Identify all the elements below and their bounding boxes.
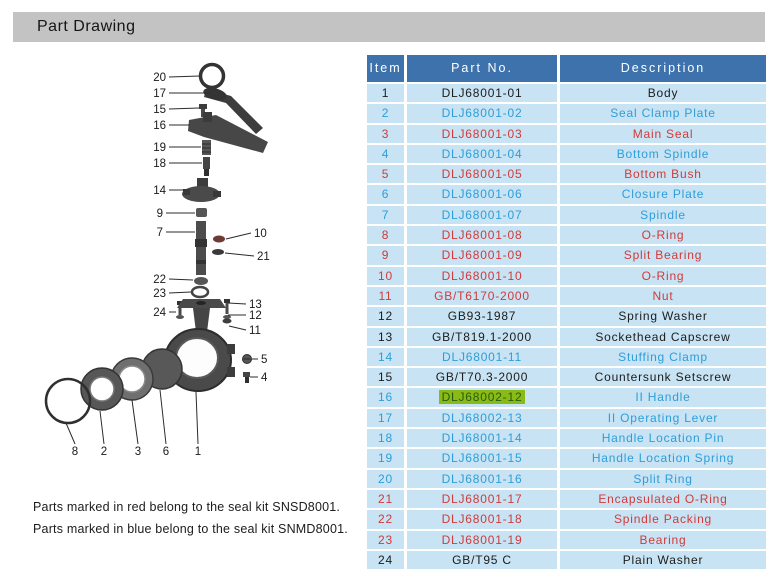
- table-cell-description: Bottom Bush: [560, 165, 766, 183]
- table-cell-part-no: GB/T819.1-2000: [407, 328, 557, 346]
- table-cell-part-no: DLJ68001-01: [407, 84, 557, 102]
- callout-number: 24: [153, 307, 166, 319]
- callout-number: 17: [153, 88, 166, 100]
- note-blue-parts: Parts marked in blue belong to the seal kit SNMD8001.: [33, 522, 348, 536]
- parts-table: [367, 55, 766, 569]
- table-cell-item: 3: [367, 125, 404, 143]
- table-cell-item: 7: [367, 206, 404, 224]
- callout-number: 2: [100, 446, 108, 458]
- callout-number: 22: [153, 274, 166, 286]
- callout-leader-line: [169, 279, 193, 280]
- table-cell-item: 23: [367, 531, 404, 549]
- callout-number: 21: [257, 251, 270, 263]
- table-cell-part-no: DLJ68001-04: [407, 145, 557, 163]
- table-cell-description: Closure Plate: [560, 185, 766, 203]
- table-cell-part-no: GB/T70.3-2000: [407, 368, 557, 386]
- callout-leader-line: [160, 390, 166, 444]
- table-cell-description: Main Seal: [560, 125, 766, 143]
- table-cell-description: Stuffing Clamp: [560, 348, 766, 366]
- table-cell-item: 15: [367, 368, 404, 386]
- callout-number: 15: [153, 104, 166, 116]
- callout-number: 14: [153, 185, 166, 197]
- table-cell-item: 22: [367, 510, 404, 528]
- table-cell-item: 19: [367, 449, 404, 467]
- column-header-item: Item: [367, 55, 404, 82]
- table-cell-description: Seal Clamp Plate: [560, 104, 766, 122]
- table-cell-item: 5: [367, 165, 404, 183]
- callout-leader-line: [226, 233, 251, 239]
- table-cell-description: O-Ring: [560, 267, 766, 285]
- table-cell-part-no: DLJ68001-05: [407, 165, 557, 183]
- callout-number: 6: [162, 446, 170, 458]
- callout-leader-line: [229, 326, 246, 330]
- table-cell-part-no: GB/T95 C: [407, 551, 557, 569]
- callout-leader-line: [132, 400, 138, 444]
- table-cell-part-no: DLJ68001-03: [407, 125, 557, 143]
- callout-number: 12: [249, 310, 262, 322]
- column-header-part-no: Part No.: [407, 55, 557, 82]
- table-cell-part-no: [407, 388, 557, 406]
- callout-number: 13: [249, 299, 262, 311]
- callout-number: 3: [134, 446, 142, 458]
- highlighted-part-no: DLJ68002-12: [439, 390, 526, 404]
- table-cell-part-no: DLJ68001-11: [407, 348, 557, 366]
- table-cell-description: Nut: [560, 287, 766, 305]
- table-cell-item: 17: [367, 409, 404, 427]
- table-cell-item: 1: [367, 84, 404, 102]
- table-cell-description: Encapsulated O-Ring: [560, 490, 766, 508]
- table-cell-description: Spindle Packing: [560, 510, 766, 528]
- oring-10-part: [213, 236, 225, 243]
- callout-leader-line: [66, 423, 75, 444]
- column-header-description: Description: [560, 55, 766, 82]
- table-cell-description: O-Ring: [560, 226, 766, 244]
- callout-number: 16: [153, 120, 166, 132]
- table-cell-part-no: DLJ68001-09: [407, 246, 557, 264]
- callout-number: 11: [249, 325, 261, 337]
- table-cell-description: Split Ring: [560, 470, 766, 488]
- table-cell-description: Plain Washer: [560, 551, 766, 569]
- table-cell-part-no: DLJ68001-14: [407, 429, 557, 447]
- table-cell-description: II Handle: [560, 388, 766, 406]
- table-cell-item: 24: [367, 551, 404, 569]
- callout-number: 20: [153, 72, 166, 84]
- table-cell-part-no: DLJ68001-02: [407, 104, 557, 122]
- callout-number: 5: [261, 354, 268, 366]
- table-cell-item: 14: [367, 348, 404, 366]
- table-cell-item: 10: [367, 267, 404, 285]
- callout-number: 4: [261, 372, 268, 384]
- callout-leader-line: [225, 253, 254, 256]
- callout-leader-line: [169, 76, 200, 77]
- table-cell-item: 20: [367, 470, 404, 488]
- table-cell-part-no: DLJ68001-08: [407, 226, 557, 244]
- table-cell-item: 4: [367, 145, 404, 163]
- table-cell-part-no: GB93-1987: [407, 307, 557, 325]
- table-cell-item: 2: [367, 104, 404, 122]
- callout-number: 18: [153, 158, 166, 170]
- table-cell-item: 8: [367, 226, 404, 244]
- table-cell-part-no: DLJ68001-06: [407, 185, 557, 203]
- table-cell-description: Handle Location Pin: [560, 429, 766, 447]
- callout-number: 10: [254, 228, 267, 240]
- table-cell-part-no: DLJ68001-18: [407, 510, 557, 528]
- table-cell-part-no: DLJ68001-16: [407, 470, 557, 488]
- table-cell-item: 6: [367, 185, 404, 203]
- page-title: Part Drawing: [13, 12, 765, 42]
- table-cell-item: 12: [367, 307, 404, 325]
- table-cell-item: 21: [367, 490, 404, 508]
- table-cell-item: 11: [367, 287, 404, 305]
- table-cell-part-no: DLJ68001-19: [407, 531, 557, 549]
- callout-leader-line: [169, 108, 199, 109]
- table-cell-description: Spring Washer: [560, 307, 766, 325]
- table-cell-part-no: DLJ68001-17: [407, 490, 557, 508]
- table-cell-description: Bottom Spindle: [560, 145, 766, 163]
- table-cell-part-no: GB/T6170-2000: [407, 287, 557, 305]
- split-ring-part: [201, 65, 224, 88]
- table-cell-part-no: DLJ68001-10: [407, 267, 557, 285]
- callout-leader-line: [169, 292, 191, 293]
- callout-number: 23: [153, 288, 166, 300]
- callout-number: 9: [156, 208, 163, 220]
- callout-number: 1: [194, 446, 202, 458]
- callout-leader-line: [196, 392, 198, 444]
- table-cell-item: 13: [367, 328, 404, 346]
- callout-number: 7: [156, 227, 163, 239]
- exploded-valve-drawing: [0, 50, 360, 520]
- table-cell-part-no: DLJ68002-13: [407, 409, 557, 427]
- table-cell-part-no: DLJ68001-15: [407, 449, 557, 467]
- callout-number: 8: [71, 446, 79, 458]
- callout-leader-line: [100, 411, 104, 444]
- seal-kit-notes: [33, 496, 348, 540]
- valve-parts: [46, 65, 268, 424]
- table-cell-description: Spindle: [560, 206, 766, 224]
- table-cell-description: Split Bearing: [560, 246, 766, 264]
- table-cell-description: Body: [560, 84, 766, 102]
- table-cell-description: Bearing: [560, 531, 766, 549]
- callout-leader-line: [228, 303, 246, 304]
- table-cell-item: 9: [367, 246, 404, 264]
- table-cell-description: II Operating Lever: [560, 409, 766, 427]
- table-cell-description: Sockethead Capscrew: [560, 328, 766, 346]
- table-cell-item: 16: [367, 388, 404, 406]
- table-cell-item: 18: [367, 429, 404, 447]
- table-cell-part-no: DLJ68001-07: [407, 206, 557, 224]
- callout-number: 19: [153, 142, 166, 154]
- table-cell-description: Countersunk Setscrew: [560, 368, 766, 386]
- note-red-parts: Parts marked in red belong to the seal kit SNSD8001.: [33, 500, 341, 514]
- table-cell-description: Handle Location Spring: [560, 449, 766, 467]
